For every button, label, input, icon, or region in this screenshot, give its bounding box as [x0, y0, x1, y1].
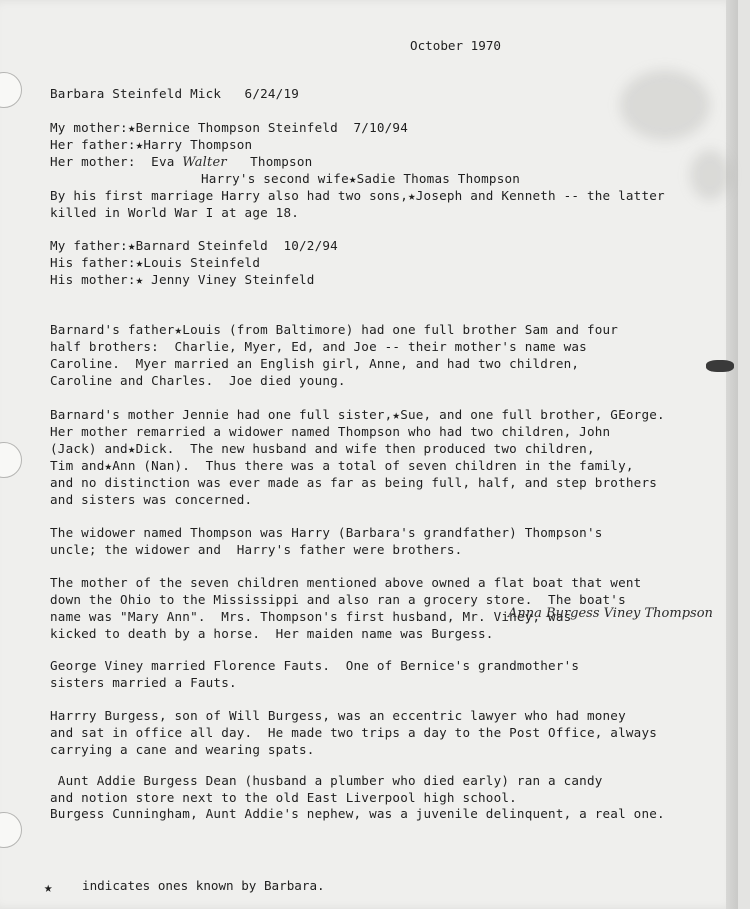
father-line: My father:★Barnard Steinfeld 10/2/94 [50, 238, 338, 253]
mother-father-line: Her father:★Harry Thompson [50, 137, 253, 152]
page-edge-shadow [726, 0, 738, 909]
ww1-line: killed in World War I at age 18. [50, 205, 300, 220]
paper-stain [620, 70, 710, 140]
father-father-line: His father:★Louis Steinfeld [50, 255, 261, 270]
paper-stain [690, 150, 730, 200]
star-icon: ★ [44, 880, 53, 896]
father-mother-line: His mother:★ Jenny Viney Steinfeld [50, 272, 315, 287]
paragraph-aunt-addie: Aunt Addie Burgess Dean (husband a plumber who died early) ran a candy and notion store next to the old East Liverpool high school. [50, 773, 603, 805]
paragraph-harry-burgess: Harrry Burgess, son of Will Burgess, was an eccentric lawyer who had money and sat in office all day. He made two trips a day to the Post Office, always carrying a cane and wearing spats. [50, 708, 658, 757]
handwritten-walter: Walter [182, 155, 227, 170]
paragraph-cunningham: Burgess Cunningham, Aunt Addie's nephew, was a juvenile delinquent, a real one. [50, 806, 665, 821]
punch-hole-top [0, 72, 22, 108]
name-line: Barbara Steinfeld Mick 6/24/19 [50, 86, 300, 101]
paragraph-viney: George Viney married Florence Fauts. One of Bernice's grandmother's sisters married a Fauts. [50, 658, 580, 690]
paragraph-flatboat: The mother of the seven children mentioned above owned a flat boat that went down the Ohio to the Mississippi and also ran a grocery store. The boat's name was "Mary Ann". Mrs. Thompson's first husband, Mr. Viney, was kicked to death by a horse. Her maiden name was Burgess. [50, 575, 642, 641]
second-wife-line: Harry's second wife★Sadie Thomas Thompson [201, 171, 521, 186]
first-marriage-line: By his first marriage Harry also had two sons,★Joseph and Kenneth -- the latter [50, 188, 665, 203]
paragraph-jennie: Barnard's mother Jennie had one full sister,★Sue, and one full brother, GEorge. Her mother remarried a widower named Thompson who had two children, John (Jack) and★Dick. The new husband and wife then produced two children, Tim and★Ann (Nan). Thus there was a total of seven children in the family, and no distinction was ever made as far as being full, half, and step brothers and sisters was concerned. [50, 407, 665, 507]
handwritten-anna-burgess: Anna Burgess Viney Thompson [508, 606, 713, 621]
paragraph-louis: Barnard's father★Louis (from Baltimore) had one full brother Sam and four half brothers: Charlie, Myer, Ed, and Joe -- their mother's name was Caroline. Myer married an English girl, Anne, and had two children, Caroline and Charles. Joe died young. [50, 322, 619, 388]
punch-hole-bottom [0, 812, 22, 848]
mother-line: My mother:★Bernice Thompson Steinfeld 7/10/94 [50, 120, 408, 135]
punch-hole-middle [0, 442, 22, 478]
paragraph-widower: The widower named Thompson was Harry (Barbara's grandfather) Thompson's uncle; the widower and Harry's father were brothers. [50, 525, 603, 557]
footnote-text: indicates ones known by Barbara. [82, 878, 325, 893]
ink-smudge [706, 360, 734, 372]
document-date: October 1970 [410, 38, 501, 53]
mother-mother-line: Her mother: Eva Walter Thompson [50, 154, 313, 170]
